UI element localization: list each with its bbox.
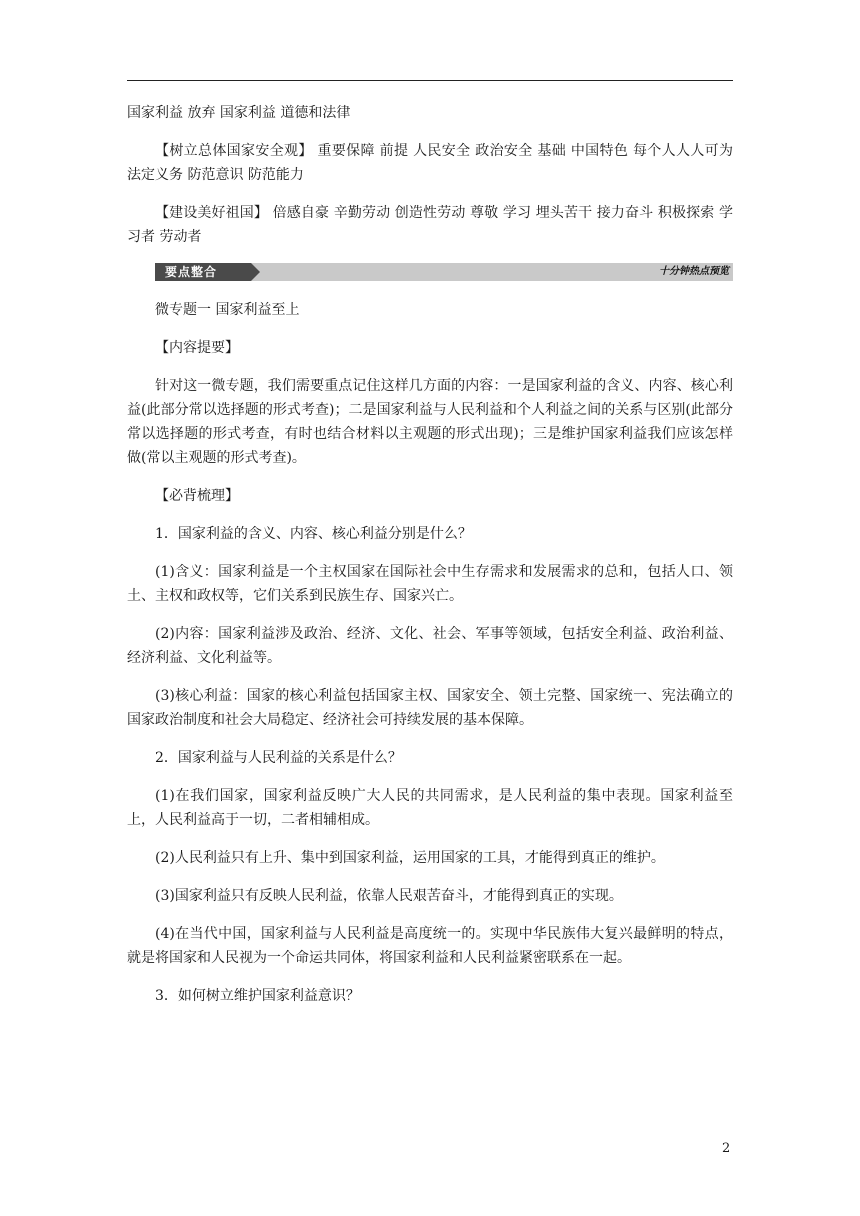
answer-line-3: 【建设美好祖国】 倍感自豪 辛勤劳动 创造性劳动 尊敬 学习 埋头苦干 接力奋斗 积极探索 学习者 劳动者 bbox=[127, 205, 733, 245]
question-2: 2．国家利益与人民利益的关系是什么？ bbox=[155, 750, 402, 766]
summary-heading: 【内容提要】 bbox=[155, 340, 239, 356]
question-2-point-3: (3)国家利益只有反映人民利益，依靠人民艰苦奋斗，才能得到真正的实现。 bbox=[155, 888, 623, 904]
header-rule bbox=[127, 80, 733, 81]
answer-line-2: 【树立总体国家安全观】 重要保障 前提 人民安全 政治安全 基础 中国特色 每个人人人可为 法定义务 防范意识 防范能力 bbox=[127, 143, 733, 183]
banner-right-label: 十分钟热点预览 bbox=[659, 266, 729, 277]
question-1-point-3: (3)核心利益：国家的核心利益包括国家主权、国家安全、领土完整、国家统一、宪法确立的国家政治制度和社会大局稳定、经济社会可持续发展的基本保障。 bbox=[127, 688, 733, 728]
page-content bbox=[127, 101, 733, 1022]
question-2-point-2: (2)人民利益只有上升、集中到国家利益，运用国家的工具，才能得到真正的维护。 bbox=[155, 850, 665, 866]
question-2-point-4: (4)在当代中国，国家利益与人民利益是高度统一的。实现中华民族伟大复兴最鲜明的特点，就是将国家和人民视为一个命运共同体，将国家利益和人民利益紧密联系在一起。 bbox=[127, 926, 733, 966]
page-number: 2 bbox=[722, 1141, 731, 1156]
question-3: 3．如何树立维护国家利益意识？ bbox=[155, 988, 360, 1004]
answer-line-1: 国家利益 放弃 国家利益 道德和法律 bbox=[127, 105, 351, 121]
topic-title: 微专题一 国家利益至上 bbox=[155, 302, 300, 318]
review-heading: 【必背梳理】 bbox=[155, 488, 239, 504]
question-1-point-2: (2)内容：国家利益涉及政治、经济、文化、社会、军事等领域，包括安全利益、政治利益、经济利益、文化利益等。 bbox=[127, 626, 733, 666]
banner-label: 要点整合 bbox=[155, 263, 251, 281]
question-2-point-1: (1)在我们国家，国家利益反映广大人民的共同需求，是人民利益的集中表现。国家利益至上，人民利益高于一切，二者相辅相成。 bbox=[127, 788, 733, 828]
section-banner bbox=[155, 263, 733, 281]
question-1-point-1: (1)含义：国家利益是一个主权国家在国际社会中生存需求和发展需求的总和，包括人口、领土、主权和政权等，它们关系到民族生存、国家兴亡。 bbox=[127, 564, 733, 604]
summary-paragraph: 针对这一微专题，我们需要重点记住这样几方面的内容：一是国家利益的含义、内容、核心利益(此部分常以选择题的形式考查)；二是国家利益与人民利益和个人利益之间的关系与区别(此部分常以选择题的形式考查，有时也结合材料以主观题的形式出现)；三是维护国家利益我们应该怎样做(常以主观题的形式考查)。 bbox=[127, 378, 733, 466]
question-1: 1．国家利益的含义、内容、核心利益分别是什么？ bbox=[155, 526, 472, 542]
